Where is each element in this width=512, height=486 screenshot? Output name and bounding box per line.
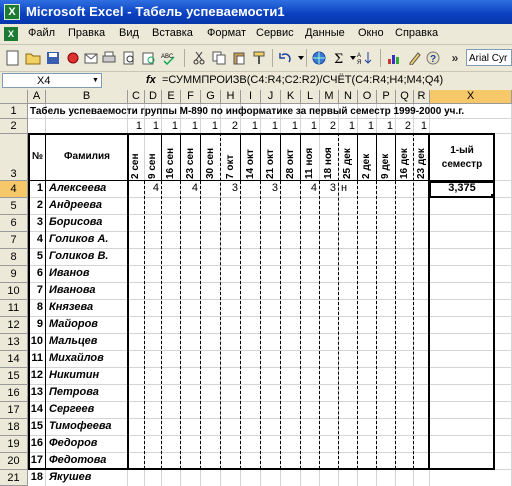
date-header[interactable]: 23 дек [416,148,427,179]
column-header-o[interactable]: O [358,90,377,104]
row-header-7[interactable]: 7 [0,232,28,249]
date-header[interactable]: 18 ноя [323,147,334,179]
table-border [200,133,201,181]
student-name[interactable]: Иванов [49,267,90,279]
name-box-dropdown-icon[interactable]: ▼ [92,77,99,84]
weight-cell[interactable]: 2 [231,120,238,132]
date-header[interactable]: 14 окт [245,149,256,179]
table-border [240,133,241,181]
weight-cell[interactable]: 1 [135,120,142,132]
table-border [376,133,377,181]
row-header-9[interactable]: 9 [0,266,28,283]
excel-app-icon[interactable]: X [4,4,20,20]
student-name[interactable]: Голиков В. [49,250,109,262]
student-number[interactable]: 9 [36,318,43,330]
column-header-r[interactable]: R [414,90,430,104]
student-number[interactable]: 10 [30,335,43,347]
column-header-a[interactable]: A [28,90,46,104]
font-name-select[interactable]: Arial Cyr [466,49,512,66]
row-header-19[interactable]: 19 [0,436,28,453]
column-header-e[interactable]: E [162,90,181,104]
grade-cell[interactable]: 3 [271,182,278,194]
row-header-11[interactable]: 11 [0,300,28,317]
date-header[interactable]: 2 дек [361,153,372,179]
sheet-title-cell[interactable]: Табель успеваемости группы М-890 по информатике за первый семестр 1999-2000 уч.г. [30,106,465,117]
weight-cell[interactable]: 1 [171,120,178,132]
date-header[interactable]: 11 ноя [304,147,315,179]
save-icon[interactable] [44,49,62,67]
student-name[interactable]: Голиков А. [49,233,109,245]
student-number[interactable]: 7 [36,284,43,296]
active-cell-outline [429,181,495,198]
help-icon[interactable] [424,49,442,67]
menu-window[interactable]: Окно [358,27,384,39]
row-header-16[interactable]: 16 [0,385,28,402]
weight-cell[interactable]: 1 [291,120,298,132]
menu-file[interactable]: Файл [28,27,56,39]
column-header-q[interactable]: Q [396,90,414,104]
grade-cell[interactable]: 4 [191,182,198,194]
date-header[interactable]: 16 сен [165,147,176,179]
student-name[interactable]: Майоров [49,318,98,330]
row-header-4[interactable]: 4 [0,181,28,198]
row-header-12[interactable]: 12 [0,317,28,334]
column-header-f[interactable]: F [181,90,201,104]
student-number[interactable]: 4 [36,233,43,245]
student-number[interactable]: 1 [36,182,43,194]
new-document-icon[interactable] [4,49,22,67]
menu-bar [0,24,512,45]
title-bar [0,0,512,24]
column-header-x[interactable]: X [430,90,512,104]
hyperlink-globe-icon[interactable] [310,49,328,67]
absence-mark[interactable]: н [341,182,348,194]
toolbar-separator [272,49,273,67]
column-header-d[interactable]: D [145,90,162,104]
menu-edit[interactable]: Правка [68,27,106,39]
weight-cell[interactable]: 1 [420,120,427,132]
menu-help[interactable]: Справка [395,27,439,39]
svg-text:А: А [357,53,362,59]
row-header-15[interactable]: 15 [0,368,28,385]
semester-header-line1[interactable]: 1-ый [450,145,474,156]
table-border [260,133,261,181]
weight-cell[interactable]: 1 [386,120,393,132]
print-preview-icon[interactable] [120,49,138,67]
student-number[interactable]: 13 [30,386,43,398]
student-name[interactable]: Федотова [49,454,107,466]
toolbar-separator [184,49,185,67]
column-header-n[interactable]: N [339,90,358,104]
table-border [161,133,162,181]
grade-cell[interactable]: 4 [310,182,317,194]
row-header-20[interactable]: 20 [0,453,28,470]
column-header-k[interactable]: K [281,90,301,104]
surname-column-header[interactable]: Фамилия [64,151,110,162]
standard-toolbar [0,45,512,72]
dashed-separator [200,181,201,469]
undo-dropdown-icon[interactable] [292,49,310,67]
weight-cell[interactable]: 1 [271,120,278,132]
column-header-p[interactable]: P [377,90,396,104]
date-header[interactable]: 9 сен [147,153,158,179]
row-header-3[interactable]: 3 [0,134,28,181]
student-number[interactable]: 18 [30,471,43,483]
date-header[interactable]: 23 сен [185,147,196,179]
toolbar-options-icon[interactable]: » [451,51,459,65]
student-number[interactable]: 16 [30,437,43,449]
weight-cell[interactable]: 1 [310,120,317,132]
weight-cell[interactable]: 1 [251,120,258,132]
semester-result-cell[interactable]: 3,375 [448,182,476,194]
row-header-10[interactable]: 10 [0,283,28,300]
toolbar-separator [380,49,381,67]
menu-data[interactable]: Данные [305,27,345,39]
student-name[interactable]: Сергеев [49,403,95,415]
date-header[interactable]: 2 сен [130,153,141,179]
dashed-separator [240,181,241,469]
student-name[interactable]: Князева [49,301,94,313]
date-header[interactable]: 16 дек [399,148,410,179]
date-header[interactable]: 21 окт [265,149,276,179]
column-header-h[interactable]: H [221,90,241,104]
formula-bar [0,72,512,91]
student-number[interactable]: 8 [36,301,43,313]
research-icon[interactable] [140,49,158,67]
column-header-m[interactable]: M [320,90,339,104]
fill-handle[interactable] [491,194,495,198]
menu-insert[interactable]: Вставка [152,27,193,39]
svg-text:ABC: ABC [161,54,174,60]
column-header-g[interactable]: G [201,90,221,104]
weight-cell[interactable]: 2 [404,120,411,132]
select-all-corner[interactable] [0,90,28,104]
row-header-8[interactable]: 8 [0,249,28,266]
student-number[interactable]: 15 [30,420,43,432]
weight-cell[interactable]: 1 [191,120,198,132]
student-name[interactable]: Тимофеева [49,420,112,432]
row-header-2[interactable]: 2 [0,119,28,134]
student-number[interactable]: 3 [36,216,43,228]
dashed-separator [144,181,145,469]
student-name[interactable]: Петрова [49,386,99,398]
date-header[interactable]: 30 сен [205,147,216,179]
dashed-separator [376,181,377,469]
row-header-1[interactable]: 1 [0,104,28,119]
dashed-separator [280,181,281,469]
student-number[interactable]: 17 [30,454,43,466]
student-number[interactable]: 5 [36,250,43,262]
table-border [395,133,396,181]
grade-cell[interactable]: 3 [329,182,336,194]
number-column-header[interactable]: № [31,151,44,162]
cut-icon[interactable] [190,49,208,67]
menu-format[interactable]: Формат [207,27,247,39]
student-name[interactable]: Алексеева [49,182,107,194]
row-header-18[interactable]: 18 [0,419,28,436]
student-number[interactable]: 12 [30,369,43,381]
student-number[interactable]: 14 [30,403,43,415]
column-header-j[interactable]: J [261,90,281,104]
weight-cell[interactable]: 2 [329,120,336,132]
table-border [280,133,281,181]
paste-icon[interactable] [230,49,248,67]
grade-cell[interactable]: 3 [231,182,238,194]
sort-ascending-icon[interactable] [356,49,374,67]
row-header-17[interactable]: 17 [0,402,28,419]
dashed-separator [413,133,414,469]
dashed-separator [161,181,162,469]
name-box[interactable]: X4 [2,73,102,88]
print-icon[interactable] [100,49,118,67]
table-border [429,133,495,135]
dashed-separator [260,181,261,469]
row-header-21[interactable]: 21 [0,470,28,486]
row-header-6[interactable]: 6 [0,215,28,232]
table-border [300,133,301,181]
dashed-separator [395,181,396,469]
toolbar-separator [306,49,307,67]
format-painter-icon[interactable] [250,49,268,67]
weight-cell[interactable]: 1 [348,120,355,132]
column-header-l[interactable]: L [301,90,320,104]
formula-input[interactable]: =СУММПРОИЗВ(C4:R4;C2:R2)/СЧЁТ(C4:R4;H4;M4;Q4) [162,74,444,86]
permission-icon[interactable] [64,49,82,67]
table-border [357,133,358,181]
student-name[interactable]: Федоров [49,437,98,449]
window-title: Microsoft Excel - Табель успеваемости1 [26,4,285,19]
worksheet-grid[interactable] [0,90,512,486]
date-header[interactable]: 28 окт [285,149,296,179]
weight-cell[interactable]: 1 [367,120,374,132]
date-header[interactable]: 25 дек [342,148,353,179]
student-number[interactable]: 11 [31,352,43,364]
column-header-c[interactable]: C [128,90,145,104]
dashed-separator [319,181,320,469]
date-header[interactable]: 7 окт [225,154,236,179]
workbook-icon[interactable]: X [4,27,18,41]
email-icon[interactable] [82,49,100,67]
copy-icon[interactable] [210,49,228,67]
column-header-b[interactable]: B [46,90,128,104]
open-folder-icon[interactable] [24,49,42,67]
student-name[interactable]: Михайлов [49,352,104,364]
student-number[interactable]: 6 [36,267,43,279]
menu-tools[interactable]: Сервис [256,27,294,39]
row-header-13[interactable]: 13 [0,334,28,351]
weight-cell[interactable]: 1 [152,120,159,132]
semester-header-line2[interactable]: семестр [441,159,483,170]
student-name[interactable]: Борисова [49,216,103,228]
insert-function-icon[interactable]: fx [146,74,156,86]
svg-text:Σ: Σ [334,52,344,65]
student-name[interactable]: Мальцев [49,335,98,347]
dashed-separator [357,181,358,469]
svg-text:Я: Я [357,60,362,65]
date-header[interactable]: 9 дек [380,153,391,179]
chart-wizard-icon[interactable] [386,49,404,67]
dashed-separator [180,181,181,469]
row-header-14[interactable]: 14 [0,351,28,368]
table-border [180,133,181,181]
dashed-separator [300,181,301,469]
student-name[interactable]: Андреева [49,199,102,211]
row-header-5[interactable]: 5 [0,198,28,215]
menu-view[interactable]: Вид [119,27,139,39]
student-name[interactable]: Иванова [49,284,96,296]
spelling-icon[interactable] [160,49,178,67]
student-name[interactable]: Якушев [49,471,92,483]
svg-text:?: ? [430,54,437,65]
column-header-i[interactable]: I [241,90,261,104]
student-number[interactable]: 2 [36,199,43,211]
student-name[interactable]: Никитин [49,369,100,381]
drawing-icon[interactable] [406,49,424,67]
grade-cell[interactable]: 4 [152,182,159,194]
weight-cell[interactable]: 1 [211,120,218,132]
